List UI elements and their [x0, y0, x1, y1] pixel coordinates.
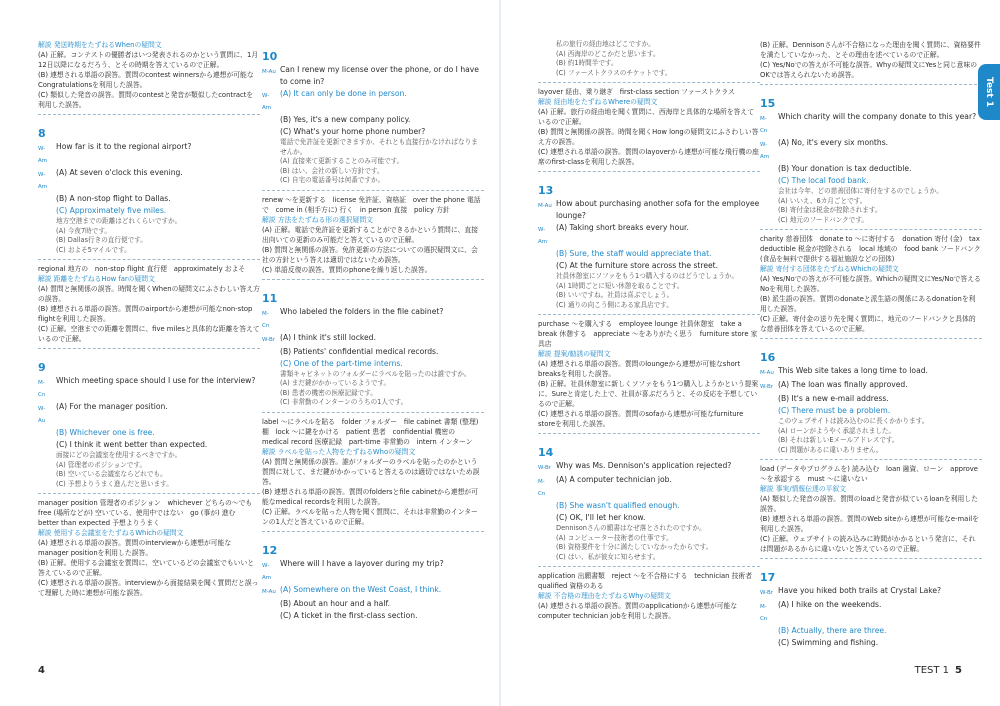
translation-a: (A) まだ鍵がかかっているようです。 [280, 379, 391, 387]
vocabulary: label ～にラベルを貼る folder フォルダー file cabinet 書類 (整理) 棚 lock ～に鍵をかける patient 患者 confidential 機密の medical record 医療記録 part-time 非常勤の intern インターン [262, 417, 479, 446]
translation-a: (A) いいえ、6カ月ごとです。 [778, 196, 867, 205]
translation-c: (C) ファーストクラスのチケットです。 [556, 68, 672, 77]
question-text: Which meeting space should I use for the interview? [56, 376, 256, 385]
translation-a: (A) ローンがようやく承認されました。 [778, 426, 896, 435]
speaker-tag: M-Cn [760, 604, 768, 622]
speaker-tag: W-Br [262, 336, 276, 343]
translation-question: このウェブサイトは読み込むのに長くかかります。 [778, 417, 929, 425]
question-number-10: 10 [262, 50, 278, 63]
question-text: Have you hiked both trails at Crystal Lake? [778, 586, 942, 595]
translation-question: 面接にどの会議室を使用するべきですか。 [56, 451, 182, 459]
speaker-tag: W-Au [38, 406, 46, 424]
option-c: (C) A ticket in the first-class section. [280, 610, 418, 620]
translation-c: (C) 予想よりうまく進んだと思います。 [56, 479, 173, 488]
question-text: Who labeled the folders in the file cabinet? [280, 306, 444, 316]
speaker-tag: W-Br [538, 465, 552, 471]
explanation-a: (A) 質問と無関係の誤答。誰がフォルダーのラベルを貼ったのかという質問に対して、まだ鍵がかかっていると答えるのは適切ではないため誤答。 [262, 457, 480, 486]
question-text: Why was Ms. Dennison's application rejected? [556, 461, 732, 470]
explanation-heading: 解説 距離をたずねるHow farの疑問文 [38, 275, 155, 283]
translation-b: (B) いいですね。社員は喜ぶでしょう。 [556, 291, 674, 299]
explanation-b: (B) 質問と無関係の誤答。時間を聞くHow longの疑問文にふさわしい答え方の誤答。 [538, 128, 759, 146]
translation-c: (C) 通りの向こう側にある家具店です。 [556, 300, 673, 309]
option-b: (B) Yes, it's a new company policy. [280, 115, 411, 124]
option-c: (C) At the furniture store across the street. [556, 261, 719, 270]
translation-a: (A) 管理者のポジションです。 [56, 460, 147, 469]
translation-question: 電話で免許証を更新できますか、それとも直接行かなければなりませんか。 [280, 138, 478, 156]
divider [262, 412, 484, 413]
vocabulary: manager position 管理者のポジション whichever どちらの～でも free (場所などが) 空いている、使用中ではない go (事が) 進む better than expected 予想よりうまく [38, 499, 259, 527]
divider [760, 558, 982, 559]
speaker-tag: M-Au [262, 69, 276, 75]
question-number-15: 15 [760, 97, 776, 110]
question-number-8: 8 [38, 127, 46, 140]
speaker-tag: W-Br [760, 384, 774, 390]
test-tab-label: Test 1 [984, 76, 994, 108]
divider [538, 433, 760, 434]
option-b-correct: (B) Whichever one is free. [56, 428, 155, 437]
vocabulary: load (データやプログラムを) 読み込む loan 融資、ローン approve ～を承認する must ～に違いない [760, 465, 978, 483]
speaker-tag: M-Au [538, 203, 552, 209]
option-c-correct: (C) The local food bank. [778, 176, 869, 185]
translation-a: (A) 直接来て更新することのみ可能です。 [280, 157, 404, 165]
question-number-17: 17 [760, 571, 776, 584]
divider [262, 190, 484, 191]
question-text: Where will I have a layover during my trip? [280, 558, 444, 568]
speaker-tag: M-Cn [262, 310, 270, 329]
divider [760, 84, 982, 85]
option-a: (A) No, it's every six months. [778, 138, 889, 147]
question-text: This Web site takes a long time to load. [778, 366, 928, 375]
vocabulary: purchase ～を購入する employee lounge 社員休憩室 take a break 休憩する appreciate ～をありがたく思う furniture store 家具店 [538, 320, 758, 348]
explanation-a: (A) 連想される単語の誤答。質問のinterviewから連想が可能なmanager positionを利用した誤答。 [38, 539, 232, 557]
option-a: (A) I think it's still locked. [280, 332, 376, 342]
explanation-c: (C) 単語反復の誤答。質問のphoneを繰り返した誤答。 [262, 265, 432, 274]
divider [38, 493, 260, 494]
vocabulary: regional 地方の non-stop flight 直行便 approximately およそ [38, 265, 246, 273]
option-a: (A) I hike on the weekends. [778, 600, 882, 609]
translation-b: (B) 資格要件を十分に満たしていなかったからです。 [556, 543, 713, 551]
column-3 [538, 40, 760, 621]
page-footer-right [915, 665, 962, 676]
question-text: How about purchasing another sofa for the employee lounge? [556, 199, 760, 220]
option-c: (C) I think it went better than expected. [56, 440, 208, 449]
option-a-correct: (A) It can only be done in person. [280, 89, 407, 98]
option-c-correct: (C) One of the part-time interns. [280, 358, 403, 368]
question-number-9: 9 [38, 361, 46, 374]
speaker-tag: W-Am [38, 172, 48, 190]
divider [38, 348, 260, 349]
divider [538, 82, 760, 83]
speaker-tag: M-Cn [760, 116, 768, 134]
speaker-tag: M-Cn [538, 479, 546, 497]
explanation-c: (C) 正解。空港までの距離を質問に、five milesと具体的な距離を答えているので正解。 [38, 325, 260, 343]
explanation-c: (C) 類似した発音の誤答。質問のcontestと発音が類似したcontractを利用した誤答。 [38, 91, 254, 109]
option-b: (B) It's a new e-mail address. [778, 394, 889, 403]
explanation-a: (A) 正解。電話で免許証を更新することができるかという質問に、直接出向いての更新のみ可能だと答えているので正解。 [262, 225, 479, 244]
option-b-correct: (B) Sure, the staff would appreciate that. [556, 249, 712, 258]
explanation-heading: 解説 不合格の理由をたずねるWhyの疑問文 [538, 592, 671, 600]
translation-c: (C) 自宅の電話番号は何番ですか。 [280, 176, 385, 184]
translation-question: 会社は今年、どの慈善団体に寄付をするのでしょうか。 [778, 187, 943, 195]
explanation-c: (C) 連想される単語の誤答。interviewから面接結果を聞く質問だと誤って理解した時に連想が可能な誤答。 [38, 579, 259, 597]
explanation-b: (B) 連想される単語の誤答。質問のcontest winnersから連想が可能なCongratulationsを利用した誤答。 [38, 71, 254, 89]
speaker-tag: M-Au [262, 588, 276, 595]
question-number-11: 11 [262, 291, 278, 305]
option-b-correct: (B) She wasn't qualified enough. [556, 501, 680, 510]
column-1 [38, 40, 260, 598]
explanation-b: (B) 正解。社員休憩室に新しくソファをもう1つ購入しようかという提案に、Sureと肯定した上で、社員が喜ぶだろうと、その反応を予想しているので正解。 [538, 380, 759, 408]
option-b: (B) Your donation is tax deductible. [778, 164, 912, 173]
explanation-b: (B) 正解。使用する会議室を質問に、空いているどの会議室でもいいと答えているので正解。 [38, 559, 255, 577]
test-label: TEST 1 [914, 665, 950, 676]
explanation-heading: 解説 事実/情報伝達の平叙文 [760, 485, 847, 493]
column-2 [262, 40, 484, 622]
explanation-a: (A) 質問と無関係の誤答。時間を聞くWhenの疑問文にふさわしい答え方の誤答。 [38, 285, 260, 303]
divider [760, 459, 982, 460]
vocabulary: charity 慈善団体 donate to ～に寄付する donation 寄付 (金) tax deductible 税金が控除される local 地域の food bank フードバンク (食品を無料で提供する福祉施設などの団体) [760, 235, 981, 263]
option-b: (B) A non-stop flight to Dallas. [56, 194, 171, 203]
translation-a: (A) 1時間ごとに短い休憩を取ることです。 [556, 281, 684, 290]
speaker-tag: W-Am [262, 93, 272, 111]
option-c-correct: (C) There must be a problem. [778, 406, 891, 415]
explanation-a: (A) 正解。旅行の経由地を聞く質問に、西海岸と具体的な場所を答えているので正解。 [538, 108, 755, 126]
option-a: (A) At seven o'clock this evening. [56, 168, 183, 177]
speaker-tag: W-Am [38, 146, 48, 164]
explanation-heading: 解説 方法をたずねる形の選択疑問文 [262, 215, 373, 224]
divider [262, 531, 484, 532]
explanation-b: (B) 派生語の誤答。質問のdonateと派生語の関係にあるdonationを利用した誤答。 [760, 295, 976, 313]
explanation-b: (B) 連想される単語の誤答。質問のWeb siteから連想が可能なe-mailを利用した誤答。 [760, 515, 979, 533]
explanation-a: (A) Yes/Noでの答えが不可能な誤答。Whichの疑問文にYes/Noで答えるNoを利用した誤答。 [760, 275, 981, 293]
explanation-b: (B) 質問と無関係の誤答。免許更新の方法についての選択疑問文に、会社の方針という答えは適切ではないため誤答。 [262, 245, 478, 264]
explanation-heading: 解説 使用する会議室をたずねるWhichの疑問文 [38, 529, 184, 537]
question-text: Can I renew my license over the phone, or do I have to come in? [280, 65, 479, 86]
speaker-tag: W-Am [262, 562, 272, 581]
translation-question: 社員休憩室にソファをもう1つ購入するのはどうでしょうか。 [556, 272, 739, 280]
option-a: (A) The loan was finally approved. [778, 380, 908, 389]
speaker-tag: W-Am [538, 227, 548, 245]
explanation-b: (B) 正解。Dennisonさんが不合格になった理由を聞く質問に、資格要件を満たしていなかった、とその理由を述べているので正解。 [760, 41, 981, 59]
vocabulary: renew ～を更新する license 免許証、資格証 over the phone 電話で come in (相手方に) 行く in person 直接 policy 方針 [262, 195, 481, 214]
divider [262, 279, 484, 280]
explanation-heading: 解説 発送時期をたずねるWhenの疑問文 [38, 41, 162, 49]
option-c: (C) Swimming and fishing. [778, 638, 879, 647]
explanation-a: (A) 類似した発音の誤答。質問のloadと発音が似ているloanを利用した誤答。 [760, 495, 978, 513]
question-number-16: 16 [760, 351, 776, 364]
option-c: (C) What's your home phone number? [280, 127, 426, 136]
speaker-tag: W-Br [760, 590, 774, 596]
page-number-right: 5 [955, 665, 962, 676]
vocabulary: application 出願書類 reject ～を不合格にする technician 技術者 qualified 資格のある [538, 572, 759, 590]
explanation-heading: 解説 経由地をたずねるWhereの疑問文 [538, 98, 658, 106]
option-a: (A) A computer technician job. [556, 475, 672, 484]
translation-c: (C) 地元のフードバンクです。 [778, 215, 868, 224]
explanation-b: (B) 連想される単語の誤答。質問のfoldersとfile cabinetから連想が可能なmedical recordsを利用した誤答。 [262, 487, 478, 506]
option-a: (A) For the manager position. [56, 402, 168, 411]
question-text: Which charity will the company donate to this year? [778, 112, 977, 121]
divider [538, 566, 760, 567]
divider [760, 229, 982, 230]
translation-c: (C) およそ5マイルです。 [56, 245, 131, 254]
divider [538, 314, 760, 315]
question-text: How far is it to the regional airport? [56, 142, 192, 151]
explanation-c: (C) 連想される単語の誤答。質問のlayoverから連想が可能な飛行機の座席のfirst-classを利用した誤答。 [538, 148, 759, 166]
explanation-c: (C) 正解。ウェブサイトの読み込みに時間がかかるという発言に、それは問題があるからに違いないと答えているので正解。 [760, 535, 976, 553]
translation-c: (C) はい、私が彼女に知らせます。 [556, 552, 660, 561]
translation-question: 私の旅行の経由地はどこですか。 [556, 40, 655, 48]
translation-a: (A) 西海岸のどこかだと思います。 [556, 49, 660, 58]
translation-question: 地方空港までの距離はどれくらいですか。 [56, 217, 182, 225]
page-gutter [499, 0, 501, 706]
question-number-12: 12 [262, 543, 278, 557]
question-number-14: 14 [538, 446, 554, 459]
translation-c: (C) 問題があるに違いありません。 [778, 445, 883, 454]
explanation-a: (A) 正解。コンテストの優勝者はいつ発表されるのかという質問に、1月12日以降になるだろう、とその時期を答えているので正解。 [38, 51, 259, 69]
explanation-a: (A) 連想される単語の誤答。質問のloungeから連想が可能なshort breaksを利用した誤答。 [538, 360, 741, 378]
explanation-c: (C) Yes/Noでの答えが不可能な誤答。Whyの疑問文にYesと同じ意味のOKでは答えられないため誤答。 [760, 61, 978, 79]
explanation-c: (C) 正解。寄付金の送り先を聞く質問に、地元のフードバンクと具体的な慈善団体を答えているので正解。 [760, 315, 976, 333]
translation-b: (B) 患者の機密の医療記録です。 [280, 388, 377, 397]
translation-b: (B) Dallas行きの直行便です。 [56, 236, 147, 244]
speaker-tag: M-Cn [38, 380, 46, 398]
option-b-correct: (B) Actually, there are three. [778, 626, 887, 635]
divider [538, 171, 760, 172]
translation-b: (B) それは新しいEメールアドレスです。 [778, 436, 899, 444]
explanation-heading: 解説 ラベルを貼った人物をたずねるWhoの疑問文 [262, 447, 416, 456]
question-number-13: 13 [538, 184, 554, 197]
translation-b: (B) 空いている会議室ならどれでも。 [56, 470, 167, 478]
translation-b: (B) 約1時間半です。 [556, 59, 618, 67]
divider [760, 338, 982, 339]
translation-b: (B) はい、会社の新しい方針です。 [280, 166, 384, 175]
option-a: (A) Taking short breaks every hour. [556, 223, 689, 232]
option-b: (B) About an hour and a half. [280, 598, 390, 608]
speaker-tag: W-Am [760, 142, 770, 160]
translation-a: (A) 今夜7時です。 [56, 226, 111, 235]
explanation-b: (B) 連想される単語の誤答。質問のairportから連想が可能なnon-stop flightを利用した誤答。 [38, 305, 253, 323]
explanation-a: (A) 連想される単語の誤答。質問のapplicationから連想が可能なcomputer technician jobを利用した誤答。 [538, 602, 738, 620]
translation-a: (A) コンピューター技術者の仕事です。 [556, 533, 673, 542]
translation-b: (B) 寄付金は税金が控除されます。 [778, 206, 882, 214]
vocabulary: layover 経由、乗り継ぎ first-class section ファーストクラス [538, 88, 735, 96]
explanation-heading: 解説 寄付する団体をたずねるWhichの疑問文 [760, 265, 899, 273]
explanation-heading: 解説 提案/勧誘の疑問文 [538, 350, 611, 358]
translation-c: (C) 非常勤のインターンのうちの1人です。 [280, 398, 408, 406]
page-number-left: 4 [38, 665, 45, 676]
explanation-c: (C) 連想される単語の誤答。質問のsofaから連想が可能なfurniture storeを利用した誤答。 [538, 410, 744, 428]
option-c-correct: (C) Approximately five miles. [56, 206, 167, 215]
speaker-tag: M-Au [760, 370, 774, 376]
option-c: (C) OK, I'll let her know. [556, 513, 646, 522]
translation-question: 書類キャビネットのフォルダーにラベルを貼ったのは誰ですか。 [280, 369, 471, 378]
explanation-c: (C) 正解。ラベルを貼った人物を聞く質問に、それは非常勤のインターンの1人だと答えているので正解。 [262, 507, 478, 526]
divider [38, 114, 260, 115]
option-b: (B) Patients' confidential medical records. [280, 346, 439, 356]
column-4 [760, 40, 982, 649]
divider [38, 259, 260, 260]
test-tab[interactable] [978, 64, 1000, 120]
translation-question: Dennisonさんの願書はなぜ落とされたのですか。 [556, 524, 706, 532]
option-a-correct: (A) Somewhere on the West Coast, I think. [280, 584, 442, 594]
